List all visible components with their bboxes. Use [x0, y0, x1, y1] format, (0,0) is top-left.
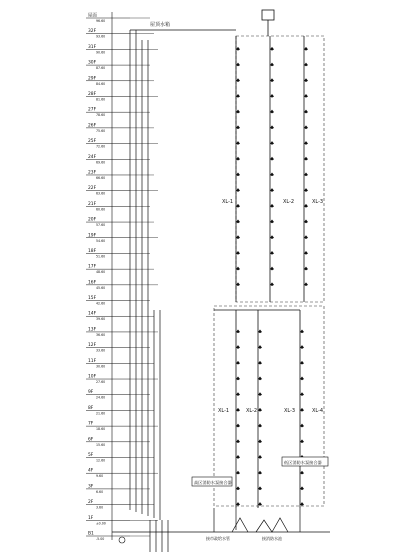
fire-hydrant-icon [236, 455, 240, 459]
fire-hydrant-icon [236, 78, 240, 82]
top-note: 屋顶水箱 [150, 22, 171, 28]
floor-label: 9F [88, 390, 94, 396]
floor-elevation: 54.60 [96, 238, 106, 243]
fire-hydrant-icon [258, 408, 262, 412]
fire-hydrant-icon [304, 282, 308, 286]
fire-hydrant-icon [304, 188, 308, 192]
floor-label: 14F [88, 311, 97, 317]
fire-hydrant-icon [270, 282, 274, 286]
floor-elevation: 18.60 [96, 427, 106, 432]
floor-elevation: 24.60 [96, 395, 106, 400]
floor-label: 29F [88, 76, 97, 82]
fire-hydrant-icon [236, 141, 240, 145]
floor-elevation: 39.60 [96, 317, 106, 322]
lower-riser-label-1: XL-1 [218, 408, 230, 414]
fire-hydrant-icon [270, 94, 274, 98]
upper-riser-label-3: XL-3 [312, 199, 324, 205]
fire-hydrant-icon [236, 47, 240, 51]
floor-elevation: 69.60 [96, 160, 106, 165]
fire-hydrant-icon [236, 251, 240, 255]
fire-hydrant-icon [304, 47, 308, 51]
floor-elevation: 27.60 [96, 380, 106, 385]
fire-hydrant-icon [236, 172, 240, 176]
fire-hydrant-icon [300, 392, 304, 396]
low-zone-pump-adapter [282, 457, 328, 466]
upper-zone-risers [236, 36, 304, 302]
floor-label: 28F [88, 91, 97, 97]
floor-label: 24F [88, 154, 97, 160]
fire-hydrant-icon [236, 502, 240, 506]
fire-hydrant-icon [236, 125, 240, 129]
lower-riser-label-4: XL-4 [312, 408, 324, 414]
floor-label: 10F [88, 374, 97, 380]
legend-box-left: 高区消防水泵接合器 [194, 480, 232, 485]
fire-hydrant-icon [270, 172, 274, 176]
fire-hydrant-icon [270, 235, 274, 239]
fire-hydrant-icon [304, 94, 308, 98]
upper-riser-label-1: XL-1 [222, 199, 234, 205]
fire-hydrant-icon [236, 267, 240, 271]
floor-elevation: 48.60 [96, 270, 106, 275]
upper-zone-hydrants [236, 47, 308, 286]
fire-hydrant-icon [258, 486, 262, 490]
floor-label: 13F [88, 327, 97, 333]
fire-hydrant-icon [236, 329, 240, 333]
fire-hydrant-icon [236, 110, 240, 114]
bottom-note-right: 接消防水池 [262, 536, 282, 541]
floor-label: 3F [88, 484, 94, 490]
floor-elevation: 87.60 [96, 66, 106, 71]
floor-label: 22F [88, 186, 97, 192]
floor-label: 20F [88, 217, 97, 223]
pump-symbol [119, 537, 125, 543]
fire-hydrant-icon [304, 141, 308, 145]
fire-hydrant-icon [236, 392, 240, 396]
fire-hydrant-icon [300, 361, 304, 365]
floor-label: 11F [88, 358, 97, 364]
fire-hydrant-icon [258, 392, 262, 396]
fire-hydrant-icon [236, 345, 240, 349]
fire-hydrant-icon [304, 267, 308, 271]
fire-hydrant-icon [300, 329, 304, 333]
upper-riser-label-2: XL-2 [283, 199, 295, 205]
floor-label: 5F [88, 453, 94, 459]
fire-hydrant-icon [270, 110, 274, 114]
fire-hydrant-icon [236, 204, 240, 208]
fire-hydrant-icon [270, 141, 274, 145]
fire-hydrant-icon [304, 220, 308, 224]
floor-elevation: 3.60 [96, 505, 104, 510]
fire-hydrant-icon [304, 125, 308, 129]
fire-hydrant-icon [258, 345, 262, 349]
floor-elevation: 66.60 [96, 175, 106, 180]
fire-hydrant-icon [300, 377, 304, 381]
floor-label: 15F [88, 296, 97, 302]
fire-hydrant-icon [270, 125, 274, 129]
fire-hydrant-icon [270, 251, 274, 255]
floor-label: 7F [88, 421, 94, 427]
fire-hydrant-icon [236, 377, 240, 381]
legend-box-right: 低区消防水泵接合器 [284, 460, 322, 465]
floor-label: 26F [88, 123, 97, 129]
floor-label: 21F [88, 201, 97, 207]
bottom-supply-manifold [112, 508, 330, 552]
floor-label: 30F [88, 60, 97, 66]
floor-elevation: 33.60 [96, 348, 106, 353]
fire-hydrant-icon [304, 235, 308, 239]
fire-hydrant-icon [300, 408, 304, 412]
floor-elevation: 6.60 [96, 489, 104, 494]
fire-hydrant-icon [258, 455, 262, 459]
fire-hydrant-icon [236, 424, 240, 428]
fire-hydrant-icon [258, 471, 262, 475]
lower-riser-label-2: XL-2 [246, 408, 258, 414]
fire-hydrant-icon [258, 424, 262, 428]
lower-zone-loop [214, 306, 324, 506]
fire-hydrant-icon [236, 157, 240, 161]
bottom-note-left: 接市政给水管 [206, 536, 230, 541]
fire-hydrant-icon [270, 47, 274, 51]
floor-elevation: 57.60 [96, 223, 106, 228]
fire-hydrant-icon [236, 439, 240, 443]
floor-elevation: 9.60 [96, 474, 104, 479]
fire-hydrant-icon [304, 157, 308, 161]
fire-hydrant-icon [300, 424, 304, 428]
floor-elevation: 75.60 [96, 128, 106, 133]
floor-elevation: 72.60 [96, 144, 106, 149]
floor-label: 16F [88, 280, 97, 286]
fire-hydrant-icon [300, 486, 304, 490]
floor-elevation: 42.60 [96, 301, 106, 306]
fire-hydrant-icon [300, 345, 304, 349]
floor-labels-group [88, 12, 106, 542]
fire-hydrant-icon [270, 157, 274, 161]
fire-hydrant-icon [258, 329, 262, 333]
floor-elevation: 36.60 [96, 332, 106, 337]
fire-hydrant-icon [304, 63, 308, 67]
fire-hydrant-icon [300, 439, 304, 443]
fire-hydrant-icon [304, 110, 308, 114]
fire-hydrant-icon [236, 188, 240, 192]
floor-label: 23F [88, 170, 97, 176]
fire-hydrant-icon [304, 204, 308, 208]
fire-hydrant-icon [304, 172, 308, 176]
fire-hydrant-icon [236, 94, 240, 98]
fire-hydrant-icon [236, 471, 240, 475]
floor-label: 2F [88, 500, 94, 506]
floor-label: 8F [88, 405, 94, 411]
floor-label: 31F [88, 44, 97, 50]
floor-label: B1 [88, 531, 94, 537]
fire-hydrant-icon [236, 235, 240, 239]
floor-elevation: -5.00 [96, 537, 105, 541]
floor-label: 12F [88, 343, 97, 349]
fire-hydrant-icon [270, 78, 274, 82]
floor-elevation: ±0.00 [96, 521, 106, 526]
rooftop-water-tank [150, 10, 274, 36]
floor-label: 1F [88, 515, 94, 521]
fire-hydrant-icon [300, 502, 304, 506]
fire-hydrant-icon [270, 188, 274, 192]
main-supply-risers [130, 30, 236, 520]
fire-hydrant-icon [270, 204, 274, 208]
fire-hydrant-icon [236, 486, 240, 490]
floor-elevation: 30.60 [96, 364, 106, 369]
floor-label: 19F [88, 233, 97, 239]
floor-elevation: 96.60 [96, 19, 106, 23]
floor-label: 27F [88, 107, 97, 113]
fire-hydrant-icon [270, 220, 274, 224]
fire-hydrant-icon [304, 78, 308, 82]
fire-hydrant-icon [236, 63, 240, 67]
fire-hydrant-icon [236, 408, 240, 412]
fire-hydrant-icon [236, 220, 240, 224]
floor-elevation: 15.60 [96, 442, 106, 447]
fire-hydrant-icon [258, 361, 262, 365]
floor-label: 18F [88, 248, 97, 254]
floor-label: 6F [88, 437, 94, 443]
floor-elevation: 60.60 [96, 207, 106, 212]
floor-elevation: 84.60 [96, 81, 106, 86]
floor-elevation: 90.60 [96, 50, 106, 55]
lower-zone-hydrants [236, 329, 304, 505]
floor-label: 屋面 [88, 13, 97, 19]
floor-elevation: 63.60 [96, 191, 106, 196]
floor-label: 25F [88, 139, 97, 145]
lower-riser-label-3: XL-3 [284, 408, 296, 414]
floor-label: 32F [88, 29, 97, 35]
floor-elevation: 93.60 [96, 34, 106, 39]
high-zone-pump-adapter [192, 477, 233, 486]
fire-hydrant-icon [300, 471, 304, 475]
fire-hydrant-icon [236, 361, 240, 365]
floor-label: 17F [88, 264, 97, 270]
fire-hydrant-icon [258, 439, 262, 443]
upper-zone-loop [236, 36, 324, 302]
floor-elevation: 81.60 [96, 97, 106, 102]
fire-hydrant-icon [258, 377, 262, 381]
fire-hydrant-icon [270, 267, 274, 271]
floor-label: 4F [88, 468, 94, 474]
floor-elevation: 51.60 [96, 254, 106, 259]
floor-elevation: 78.60 [96, 113, 106, 118]
fire-hydrant-icon [270, 63, 274, 67]
floor-elevation: 21.60 [96, 411, 106, 416]
fire-hydrant-icon [258, 502, 262, 506]
fire-hydrant-icon [236, 282, 240, 286]
floor-elevation: 45.60 [96, 285, 106, 290]
fire-hydrant-icon [304, 251, 308, 255]
floor-elevation: 12.60 [96, 458, 106, 463]
